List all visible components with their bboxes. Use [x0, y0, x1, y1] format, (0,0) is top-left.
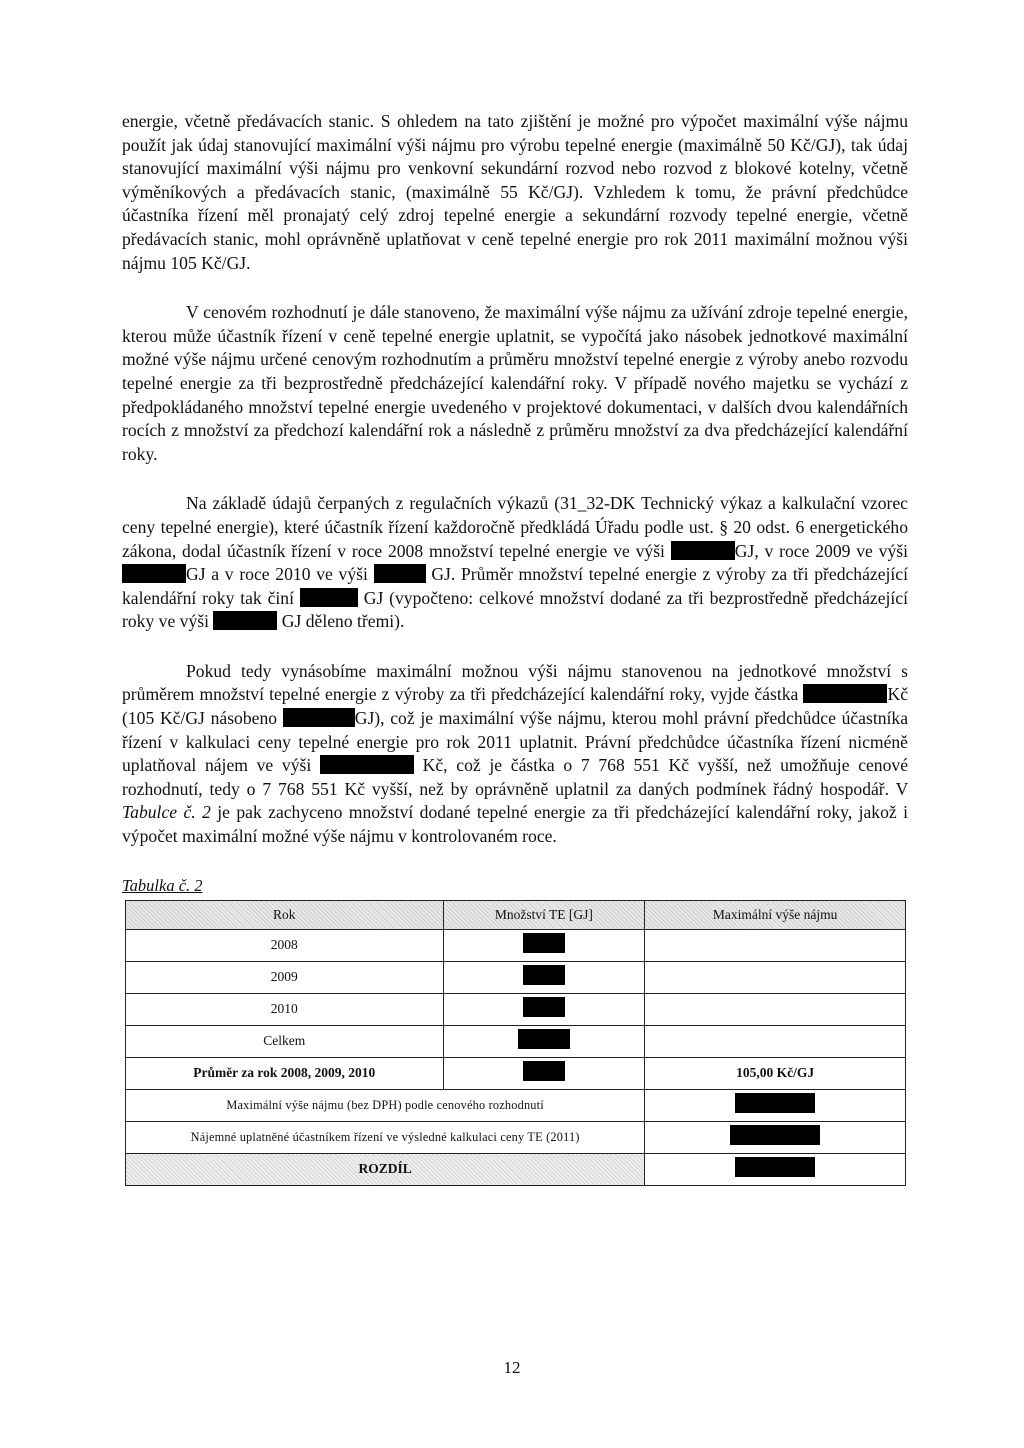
table-row [126, 1057, 906, 1089]
paragraph-4-text-c: GJ), což je maximální výše nájmu, kterou mohl právní předchůdce účastníka řízení v kalkulaci ceny tepelné energie pro rok 2011 uplatnit. Právní předchůdce účastníka řízení nicméně uplatňoval nájem ve výši [122, 708, 909, 776]
table-row [126, 1025, 906, 1057]
redaction-box [283, 708, 355, 727]
paragraph-2: V cenovém rozhodnutí je dále stanoveno, že maximální výše nájmu za užívání zdroje tepelné energie, kterou může účastník řízení v ceně tepelné energie uplatnit, se vypočítá jako násobek jednotkové maximální možné výše nájmu určené cenovým rozhodnutím a průměru množství tepelné energie z výroby anebo rozvodu tepelné energie za tři bezprostředně předcházející kalendářní roky. V případě nového majetku se vychází z předpokládaného množství tepelné energie uvedeného v projektové dokumentaci, v dalších dvou kalendářních rocích z množství za předchozí kalendářní rok a následně z průměru množství za dva předcházející kalendářní roky. [122, 302, 908, 464]
paragraph-3-text-f: GJ děleno třemi). [281, 611, 405, 632]
table-row [126, 929, 906, 961]
redaction-box [803, 684, 887, 703]
table-cell-redacted [443, 1025, 645, 1057]
table-cell-difference-label: ROZDÍL [126, 1153, 645, 1185]
table-summary-row [126, 1121, 906, 1153]
table-cell-empty [645, 961, 906, 993]
table-header-cell: Maximální výše nájmu [645, 900, 906, 929]
paragraph-3-text-d: GJ. Průměr množství tepelné energie z výroby za tři předcházející kalendářní roky tak činí [122, 564, 908, 608]
paragraph-4 [122, 660, 908, 849]
redaction-box [320, 755, 414, 774]
document-page [122, 110, 908, 1186]
paragraph-1: energie, včetně předávacích stanic. S ohledem na tato zjištění je možné pro výpočet maximální výše nájmu použít jak údaj stanovující maximální výši nájmu pro výrobu tepelné energie (maximálně 50 Kč/GJ), tak údaj stanovující maximální výši nájmu pro venkovní sekundární rozvod nebo rozvod z blokové kotelny, včetně výměníkových a předávacích stanic, (maximálně 55 Kč/GJ). Vzhledem k tomu, že právní předchůdce účastníka řízení měl pronajatý celý zdroj tepelné energie a sekundární rozvody tepelné energie, včetně předávacích stanic, mohl oprávněně uplatňovat v ceně tepelné energie pro rok 2011 maximální možnou výši nájmu 105 Kč/GJ. [122, 111, 908, 273]
redaction-box [374, 564, 426, 583]
redaction-box [300, 588, 358, 607]
redaction-box [213, 611, 277, 630]
table-header-cell: Rok [126, 900, 444, 929]
table-cell-total-label: Celkem [126, 1025, 444, 1057]
table-cell-empty [645, 993, 906, 1025]
redaction-box [122, 564, 186, 583]
table-summary-row [126, 1089, 906, 1121]
table-reference: Tabulce č. 2 [122, 802, 211, 823]
table-cell-year: 2010 [126, 993, 444, 1025]
table-cell-redacted [443, 1057, 645, 1089]
table-row [126, 993, 906, 1025]
paragraph-3 [122, 492, 908, 634]
paragraph-4-text-d: Kč, což je částka o 7 768 551 Kč vyšší, než umožňuje cenové rozhodnutí, tedy o 7 768 551 Kč vyšší, než by oprávněně uplatnil za daných podmínek řádný hospodář. V [122, 755, 909, 799]
table-header-row [126, 900, 906, 929]
table-cell-redacted [443, 961, 645, 993]
paragraph-4-text-b: Kč (105 Kč/GJ násobeno [122, 684, 908, 729]
table-cell-summary-label: Nájemné uplatněné účastníkem řízení ve výsledné kalkulaci ceny TE (2011) [126, 1121, 645, 1153]
table-cell-year: 2008 [126, 929, 444, 961]
table-cell-redacted [645, 1121, 906, 1153]
table-cell-average-label: Průměr za rok 2008, 2009, 2010 [126, 1057, 444, 1089]
paragraph-4-text-a: Pokud tedy vynásobíme maximální možnou výši nájmu stanovenou na jednotkové množství s průměrem množství tepelné energie z výroby za tři předcházející kalendářní roky, vyjde částka [122, 660, 908, 705]
table-caption: Tabulka č. 2 [122, 875, 203, 895]
paragraph-3-text-e: GJ (vypočteno: celkové množství dodané za tři bezprostředně předcházející roky ve výši [122, 587, 908, 632]
table-cell-summary-label: Maximální výše nájmu (bez DPH) podle cenového rozhodnutí [126, 1089, 645, 1121]
table-cell-redacted [645, 1089, 906, 1121]
page-number: 12 [503, 1358, 521, 1377]
table-cell-average-rate: 105,00 Kč/GJ [645, 1057, 906, 1089]
table-cell-year: 2009 [126, 961, 444, 993]
table-summary-row [126, 1153, 906, 1185]
paragraph-3-text-c: GJ a v roce 2010 ve výši [186, 564, 368, 585]
table-header-cell: Množství TE [GJ] [443, 900, 645, 929]
paragraph-3-text-b: GJ, v roce 2009 ve výši [734, 540, 908, 561]
data-table [125, 900, 906, 1186]
paragraph-4-text-f: je pak zachyceno množství dodané tepelné energie za tři předcházející kalendářní roky, jakož i výpočet maximální možné výše nájmu v kontrolovaném roce. [122, 802, 908, 847]
table-cell-empty [645, 1025, 906, 1057]
table-cell-empty [645, 929, 906, 961]
table-cell-redacted [443, 929, 645, 961]
table-cell-redacted [443, 993, 645, 1025]
paragraph-3-text-a: Na základě údajů čerpaných z regulačních výkazů (31_32-DK Technický výkaz a kalkulační vzorec ceny tepelné energie), které účastník řízení každoročně předkládá Úřadu podle ust. § 20 odst. 6 energetického zákona, dodal účastník řízení v roce 2008 množství tepelné energie ve výši [122, 493, 908, 561]
redaction-box [671, 541, 735, 560]
table-cell-redacted [645, 1153, 906, 1185]
table-row [126, 961, 906, 993]
